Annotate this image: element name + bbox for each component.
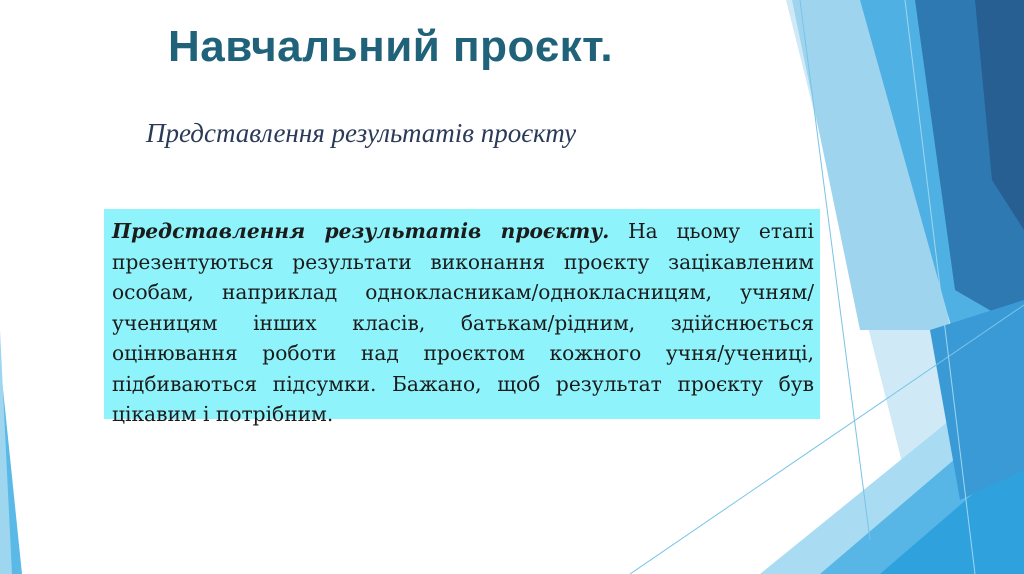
slide-title: Навчальний проєкт. xyxy=(168,22,614,71)
slide-subtitle: Представлення результатів проєкту xyxy=(146,118,577,148)
excerpt-body: На цьому етапі презентуються результати виконання проєкту зацікавленим особам, наприклад однокласникам/однокласницям, учням/ученицям інших класів, батькам/рідним, здійснюється оцінювання роботи над проєктом кожного учня/учениці, підбиваються підсумки. Бажано, щоб результат проєкту був цікавим і потрібним. xyxy=(112,219,814,426)
excerpt-lead: Представлення результатів проєкту. xyxy=(112,219,610,243)
left-edge-shape-light xyxy=(0,330,12,574)
textbook-excerpt xyxy=(104,209,820,426)
